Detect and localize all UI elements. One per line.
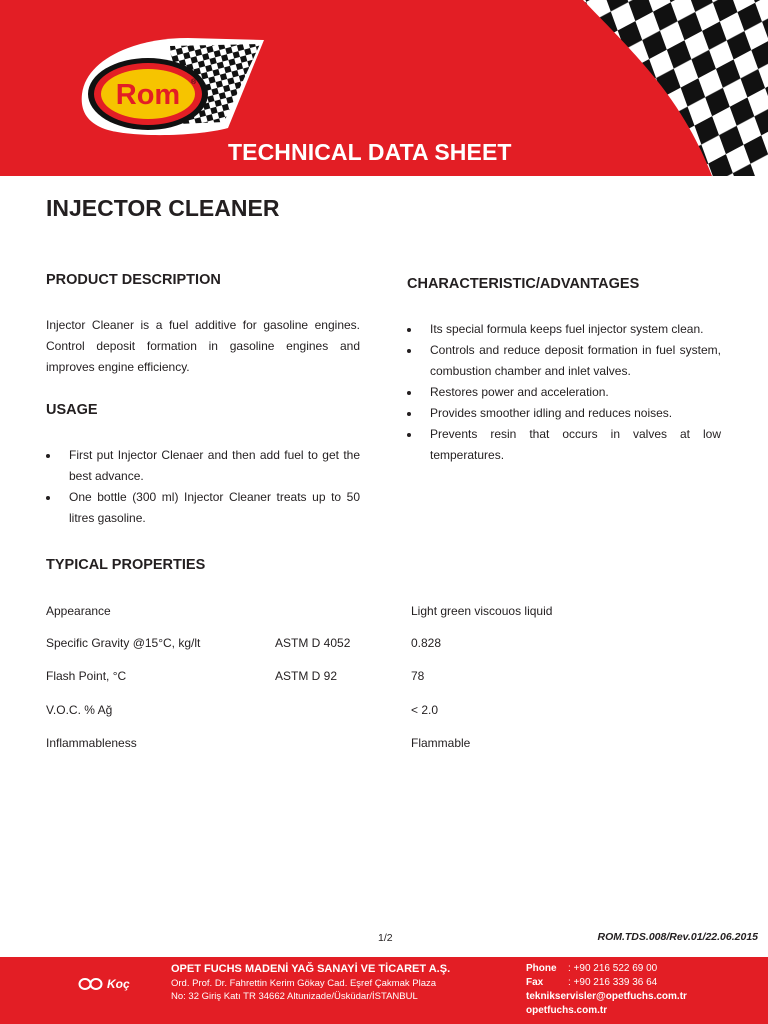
property-name: Flash Point, °C <box>46 669 127 683</box>
header-banner <box>0 0 768 176</box>
property-name: V.O.C. % Ağ <box>46 703 113 717</box>
property-value: < 2.0 <box>411 703 439 717</box>
product-description-heading: PRODUCT DESCRIPTION <box>46 272 221 288</box>
characteristics-item: Restores power and acceleration. <box>407 382 721 403</box>
bullet-icon <box>407 391 411 395</box>
bullet-icon <box>407 433 411 437</box>
usage-item: First put Injector Clenaer and then add fuel to get the best advance. <box>46 445 360 487</box>
rom-logo-text: Rom <box>115 79 181 111</box>
property-name: Appearance <box>46 604 111 618</box>
koc-logo-text: Koç <box>107 977 130 991</box>
rom-logo <box>78 32 268 138</box>
property-value: Flammable <box>411 736 471 750</box>
bullet-icon <box>407 349 411 353</box>
usage-heading: USAGE <box>46 402 98 418</box>
characteristics-item: Prevents resin that occurs in valves at low temperatures. <box>407 424 721 466</box>
product-description-text: Injector Cleaner is a fuel additive for gasoline engines. Control deposit formation in gasoline engines and improves engine efficiency. <box>46 318 360 374</box>
koc-logo-icon <box>78 977 104 991</box>
footer <box>0 957 768 1024</box>
bullet-icon <box>407 328 411 332</box>
phone-line <box>526 963 657 974</box>
fax-label: Fax <box>526 977 544 988</box>
page-number: 1/2 <box>378 932 393 944</box>
address-line-1: Ord. Prof. Dr. Fahrettin Kerim Gökay Cad. Eşref Çakmak Plaza <box>171 978 437 989</box>
usage-list <box>46 445 360 529</box>
header-title: TECHNICAL DATA SHEET <box>228 139 512 165</box>
usage-item: One bottle (300 ml) Injector Cleaner treats up to 50 litres gasoline. <box>46 487 360 529</box>
email-link[interactable]: teknikservisler@opetfuchs.com.tr <box>526 991 687 1002</box>
company-name: OPET FUCHS MADENİ YAĞ SANAYİ VE TİCARET A.Ş. <box>171 963 451 975</box>
characteristics-item: Controls and reduce deposit formation in fuel system, combustion chamber and inlet valves. <box>407 340 721 382</box>
property-name: Specific Gravity @15°C, kg/lt <box>46 636 201 650</box>
property-value: 0.828 <box>411 636 442 650</box>
bullet-icon <box>46 454 50 458</box>
fax-value: : +90 216 339 36 64 <box>568 977 658 988</box>
characteristics-list <box>407 319 721 466</box>
phone-value: : +90 216 522 69 00 <box>568 963 658 974</box>
property-value: 78 <box>411 669 425 683</box>
characteristics-item: Provides smoother idling and reduces noises. <box>407 403 721 424</box>
characteristics-heading: CHARACTERISTIC/ADVANTAGES <box>407 276 640 292</box>
website-link[interactable]: opetfuchs.com.tr <box>526 1005 608 1016</box>
product-title: INJECTOR CLEANER <box>46 195 280 221</box>
svg-text:®: ® <box>191 79 197 86</box>
bullet-icon <box>407 412 411 416</box>
characteristics-item: Its special formula keeps fuel injector system clean. <box>407 319 721 340</box>
fax-line <box>526 977 657 988</box>
bullet-icon <box>46 496 50 500</box>
phone-label: Phone <box>526 963 557 974</box>
address-line-2: No: 32 Giriş Katı TR 34662 Altunizade/Üsküdar/İSTANBUL <box>171 991 418 1002</box>
property-name: Inflammableness <box>46 736 137 750</box>
property-method: ASTM D 4052 <box>275 636 351 650</box>
document-code: ROM.TDS.008/Rev.01/22.06.2015 <box>597 931 758 943</box>
property-method: ASTM D 92 <box>275 669 338 683</box>
property-value: Light green viscouos liquid <box>411 604 553 618</box>
typical-properties-heading: TYPICAL PROPERTIES <box>46 557 206 573</box>
